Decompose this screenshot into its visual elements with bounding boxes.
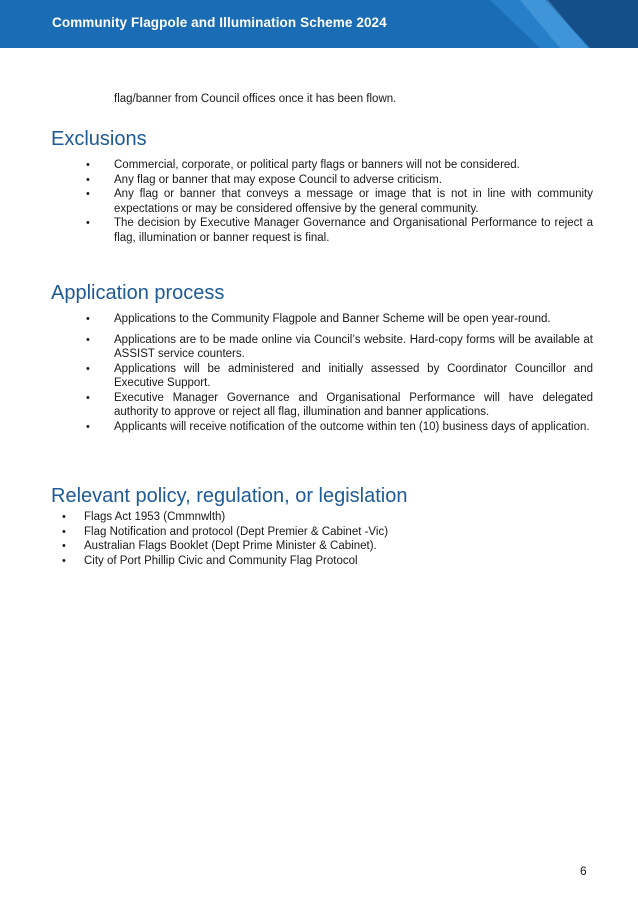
bullet-icon: •	[86, 313, 90, 325]
heading-relevant-policy: Relevant policy, regulation, or legislation	[51, 485, 408, 507]
list-item-text: Applications to the Community Flagpole and Banner Scheme will be open year-round.	[114, 313, 551, 325]
bullet-icon: •	[86, 420, 90, 433]
bullet-icon: •	[86, 391, 90, 404]
bullet-icon: •	[62, 511, 66, 523]
list-item-text: City of Port Phillip Civic and Community Flag Protocol	[84, 554, 358, 567]
list-item	[86, 187, 593, 216]
bullet-icon: •	[62, 525, 66, 538]
list-item	[86, 391, 593, 420]
list-item	[86, 216, 593, 245]
list-item-text: Any flag or banner that conveys a message or image that is not in line with community expectations or may be considered offensive by the general community.	[114, 188, 593, 215]
list-item-text: Any flag or banner that may expose Council to adverse criticism.	[114, 173, 442, 186]
list-item-text: Applicants will receive notification of the outcome within ten (10) business days of application.	[114, 420, 590, 433]
list-item-text: Executive Manager Governance and Organisational Performance will have delegated authority to approve or reject all flag, illumination and banner applications.	[114, 391, 593, 418]
bullet-icon: •	[86, 362, 90, 375]
list-item-text: Applications will be administered and initially assessed by Coordinator Councillor and Executive Support.	[114, 362, 593, 389]
page-header	[0, 0, 638, 48]
bullet-icon: •	[86, 188, 90, 200]
bullet-icon: •	[86, 217, 90, 229]
list-item-text: Commercial, corporate, or political party flags or banners will not be considered.	[114, 159, 520, 171]
list-item	[62, 539, 564, 554]
list-item	[62, 554, 564, 569]
bullet-icon: •	[86, 333, 90, 346]
bullet-icon: •	[62, 540, 66, 552]
application-process-list	[86, 312, 593, 434]
bullet-icon: •	[86, 173, 90, 186]
list-item-text: Australian Flags Booklet (Dept Prime Minister & Cabinet).	[84, 540, 377, 552]
list-item	[86, 333, 593, 362]
list-item-text: The decision by Executive Manager Governance and Organisational Performance to reject a flag, illumination or banner request is final.	[114, 217, 593, 244]
list-item	[86, 173, 593, 188]
list-item	[62, 510, 564, 525]
heading-exclusions: Exclusions	[51, 128, 147, 150]
page-number: 6	[580, 864, 587, 878]
list-item-text: Flag Notification and protocol (Dept Premier & Cabinet -Vic)	[84, 525, 389, 538]
heading-application-process: Application process	[51, 282, 225, 304]
exclusions-list	[86, 158, 593, 245]
bullet-icon: •	[86, 159, 90, 171]
bullet-icon: •	[62, 554, 66, 567]
list-item	[86, 362, 593, 391]
intro-text: flag/banner from Council offices once it has been flown.	[114, 93, 397, 105]
list-item	[62, 525, 564, 540]
document-title: Community Flagpole and Illumination Scheme 2024	[52, 15, 387, 30]
list-item	[86, 312, 593, 327]
list-item	[86, 420, 593, 435]
relevant-policy-list	[62, 510, 564, 568]
list-item-text: Applications are to be made online via Council’s website. Hard-copy forms will be available at ASSIST service counters.	[114, 333, 593, 360]
list-item	[86, 158, 593, 173]
list-item-text: Flags Act 1953 (Cmmnwlth)	[84, 511, 226, 523]
